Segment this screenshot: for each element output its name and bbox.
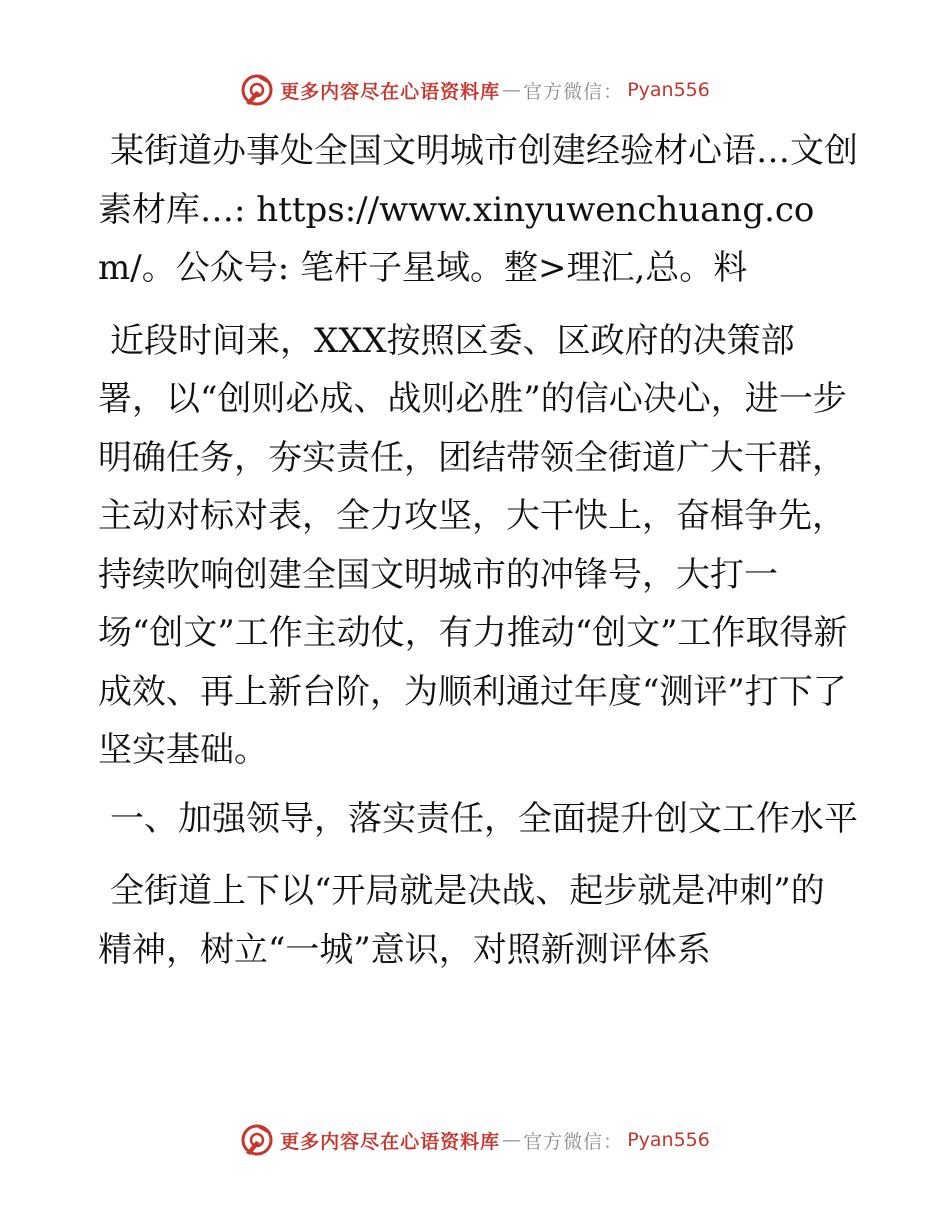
pen-logo-icon — [240, 73, 274, 107]
banner-wechat-id: Pyan556 — [627, 79, 710, 101]
paragraph-summary — [98, 312, 858, 780]
section-heading — [98, 790, 858, 849]
paragraph-body — [98, 862, 858, 979]
banner-dash: — — [502, 79, 522, 101]
banner-wechat-label: 官方微信： — [523, 80, 624, 103]
paragraph-intro — [98, 122, 858, 298]
banner-wechat-label: 官方微信： — [523, 1130, 624, 1153]
paragraph-summary-text: 近段时间来，XXX按照区委、区政府的决策部署，以“创则必成、战则必胜”的信心决心，进一步明确任务，夯实责任，团结带领全街道广大干群，主动对标对表，全力攻坚，大干快上，奋楫争先，持续吹响创建全国文明城市的冲锋号，大打一场“创文”工作主动仗，有力推动“创文”工作取得新成效、再上新台阶，为顺利通过年度“测评”打下了坚实基础。 — [98, 320, 848, 770]
banner-title: 更多内容尽在心语资料库 — [280, 1130, 501, 1153]
section-heading-text: 一、加强领导，落实责任，全面提升创文工作水平 — [110, 798, 858, 839]
document-body — [98, 122, 858, 979]
pen-logo-icon — [240, 1123, 274, 1157]
header-watermark-banner — [0, 70, 950, 110]
footer-watermark-banner — [0, 1120, 950, 1160]
paragraph-intro-text: 某街道办事处全国文明城市创建经验材心语…文创素材库…: https://www.xinyuwenchuang.com/。公众号: 笔杆子星域。整>理汇,总。料 — [98, 131, 858, 288]
banner-title: 更多内容尽在心语资料库 — [280, 80, 501, 103]
banner-dash: — — [502, 1129, 522, 1151]
paragraph-body-text: 全街道上下以“开局就是决战、起步就是冲刺”的精神，树立“一城”意识，对照新测评体系 — [98, 871, 825, 970]
banner-wechat-id: Pyan556 — [627, 1129, 710, 1151]
